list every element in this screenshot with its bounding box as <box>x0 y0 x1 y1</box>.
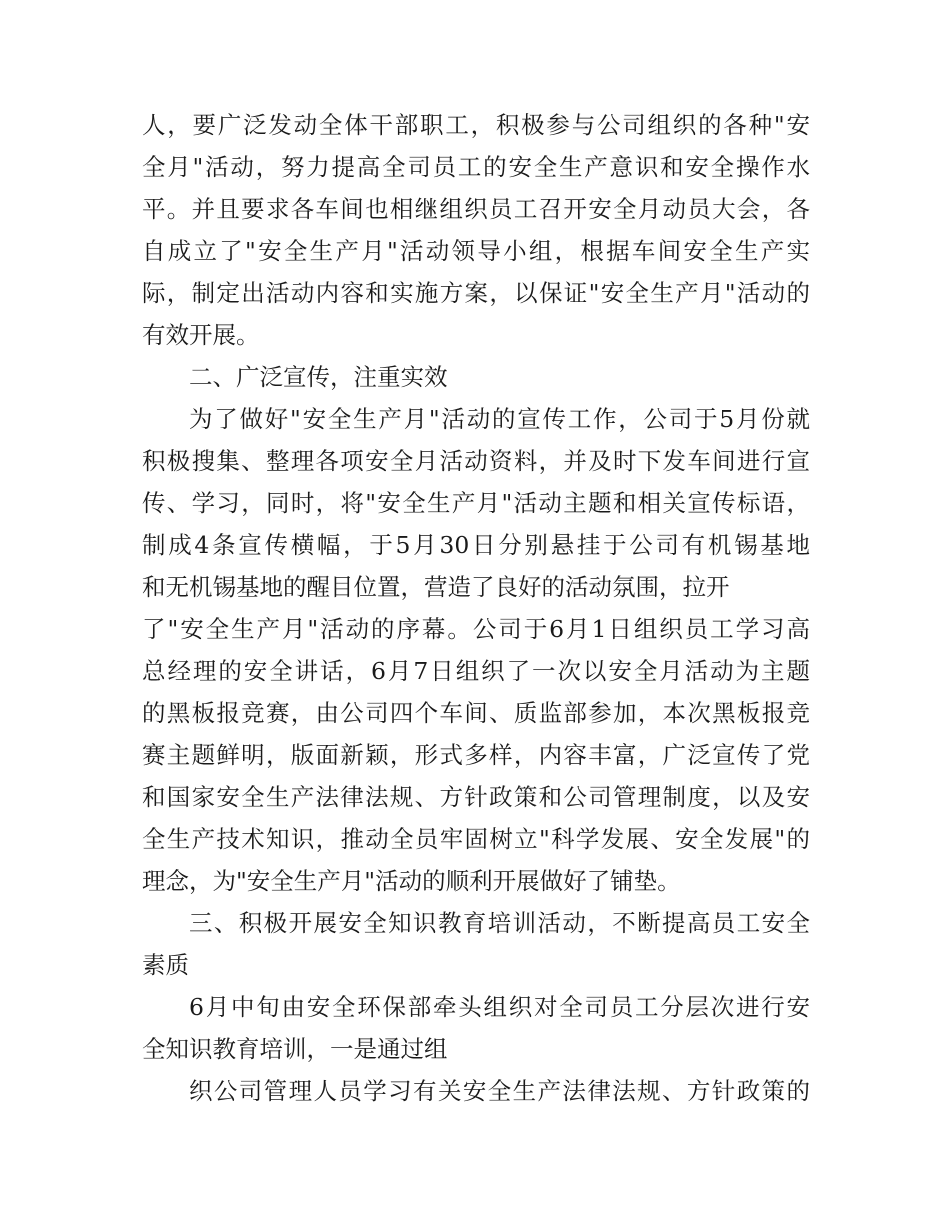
text-line: 了"安全生产月"活动的序幕。公司于6月1日组织员工学习高 <box>142 615 810 643</box>
text-line: 有效开展。 <box>142 321 260 349</box>
text-line: 积极搜集、整理各项安全月活动资料，并及时下发车间进行宣 <box>142 447 810 475</box>
text-line: 人，要广泛发动全体干部职工，积极参与公司组织的各种"安 <box>142 111 810 139</box>
text-line: 际，制定出活动内容和实施方案，以保证"安全生产月"活动的 <box>142 279 810 307</box>
text-line: 平。并且要求各车间也相继组织员工召开安全月动员大会，各 <box>142 195 810 223</box>
text-line: 为了做好"安全生产月"活动的宣传工作，公司于5月份就 <box>189 405 810 433</box>
text-line: 全月"活动，努力提高全司员工的安全生产意识和安全操作水 <box>142 153 810 181</box>
text-line: 传、学习，同时，将"安全生产月"活动主题和相关宣传标语， <box>142 489 810 517</box>
text-line: 的黑板报竞赛，由公司四个车间、质监部参加，本次黑板报竞 <box>142 699 810 727</box>
text-line: 二、广泛宣传，注重实效 <box>189 363 448 391</box>
text-line: 制成4条宣传横幅，于5月30日分别悬挂于公司有机锡基地 <box>142 531 810 559</box>
text-line: 总经理的安全讲话，6月7日组织了一次以安全月活动为主题 <box>142 657 810 685</box>
text-line: 6月中旬由安全环保部牵头组织对全司员工分层次进行安 <box>189 993 810 1021</box>
text-line: 全知识教育培训，一是通过组 <box>142 1035 448 1063</box>
text-line: 素质 <box>142 951 189 979</box>
text-line: 全生产技术知识，推动全员牢固树立"科学发展、安全发展"的 <box>142 825 810 853</box>
text-line: 织公司管理人员学习有关安全生产法律法规、方针政策的 <box>189 1077 810 1105</box>
text-line: 三、积极开展安全知识教育培训活动，不断提高员工安全 <box>189 909 810 937</box>
text-line: 赛主题鲜明，版面新颖，形式多样，内容丰富，广泛宣传了党 <box>142 741 810 769</box>
body-text <box>142 104 810 1112</box>
text-line: 和国家安全生产法律法规、方针政策和公司管理制度，以及安 <box>142 783 810 811</box>
text-line: 自成立了"安全生产月"活动领导小组，根据车间安全生产实 <box>142 237 810 265</box>
text-line: 和无机锡基地的醒目位置，营造了良好的活动氛围，拉开 <box>142 573 730 601</box>
text-line: 理念，为"安全生产月"活动的顺利开展做好了铺垫。 <box>142 867 681 895</box>
